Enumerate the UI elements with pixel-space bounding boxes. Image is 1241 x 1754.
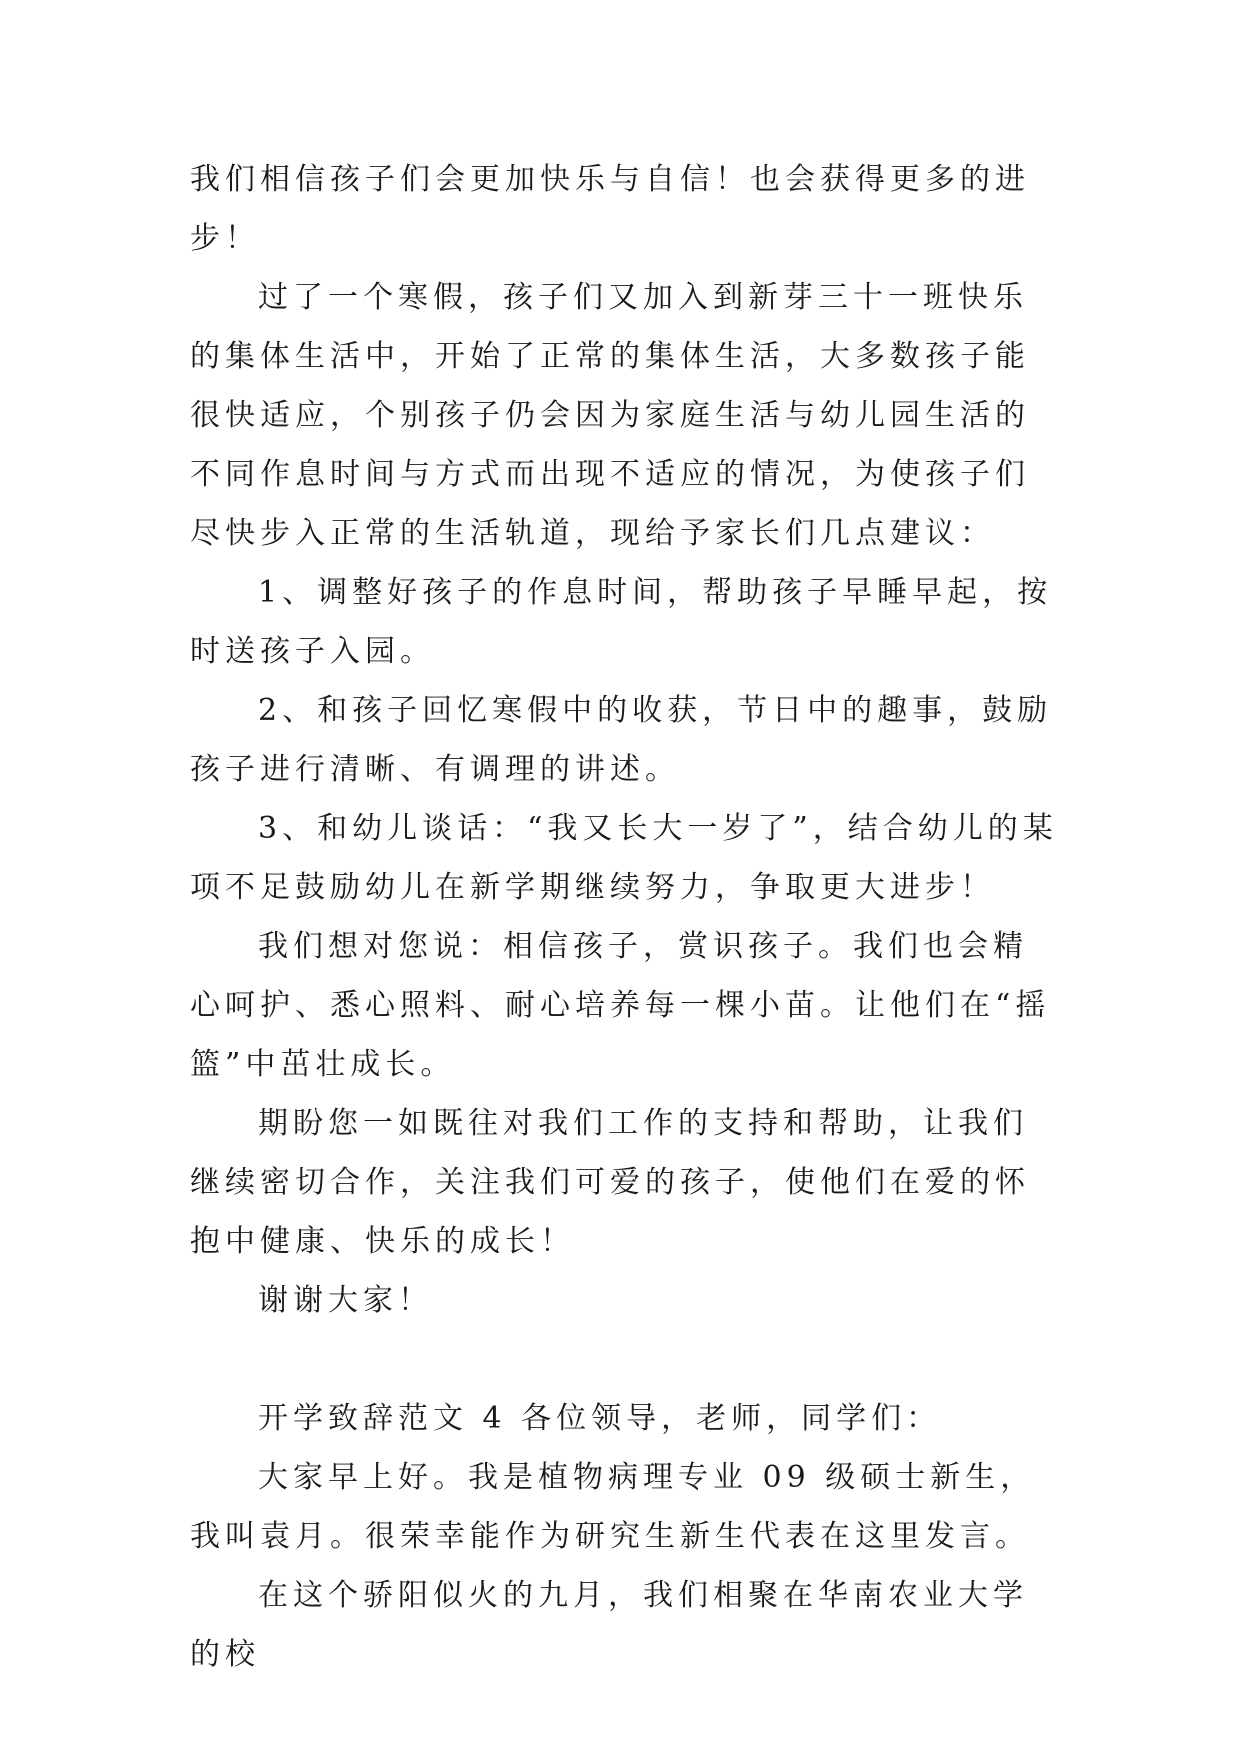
paragraph: 3、和幼儿谈话：“我又长大一岁了”，结合幼儿的某项不足鼓励幼儿在新学期继续努力，争取更大进步！ <box>190 811 1058 905</box>
paragraph: 过了一个寒假，孩子们又加入到新芽三十一班快乐的集体生活中，开始了正常的集体生活，大多数孩子能很快适应，个别孩子仍会因为家庭生活与幼儿园生活的不同作息时间与方式而出现不适应的情况，为使孩子们尽快步入正常的生活轨道，现给予家长们几点建议： <box>190 280 1030 551</box>
paragraph: 在这个骄阳似火的九月，我们相聚在华南农业大学的校 <box>190 1578 1028 1672</box>
paragraph: 2、和孩子回忆寒假中的收获，节日中的趣事，鼓励孩子进行清晰、有调理的讲述。 <box>190 693 1053 787</box>
document-body <box>190 150 1060 1684</box>
paragraph: 期盼您一如既往对我们工作的支持和帮助，让我们继续密切合作，关注我们可爱的孩子，使他们在爱的怀抱中健康、快乐的成长！ <box>190 1106 1030 1259</box>
paragraph: 我们相信孩子们会更加快乐与自信！也会获得更多的进步！ <box>190 162 1030 256</box>
paragraph: 我们想对您说：相信孩子，赏识孩子。我们也会精心呵护、悉心照料、耐心培养每一棵小苗。让他们在“摇篮”中茁壮成长。 <box>190 929 1051 1082</box>
paragraph: 谢谢大家！ <box>258 1283 433 1318</box>
paragraph: 开学致辞范文 4 各位领导，老师，同学们： <box>258 1401 942 1436</box>
paragraph: 大家早上好。我是植物病理专业 09 级硕士新生，我叫袁月。很荣幸能作为研究生新生代表在这里发言。 <box>190 1460 1036 1554</box>
paragraph: 1、调整好孩子的作息时间，帮助孩子早睡早起，按时送孩子入园。 <box>190 575 1053 669</box>
paragraph-spacer <box>190 1330 1060 1389</box>
